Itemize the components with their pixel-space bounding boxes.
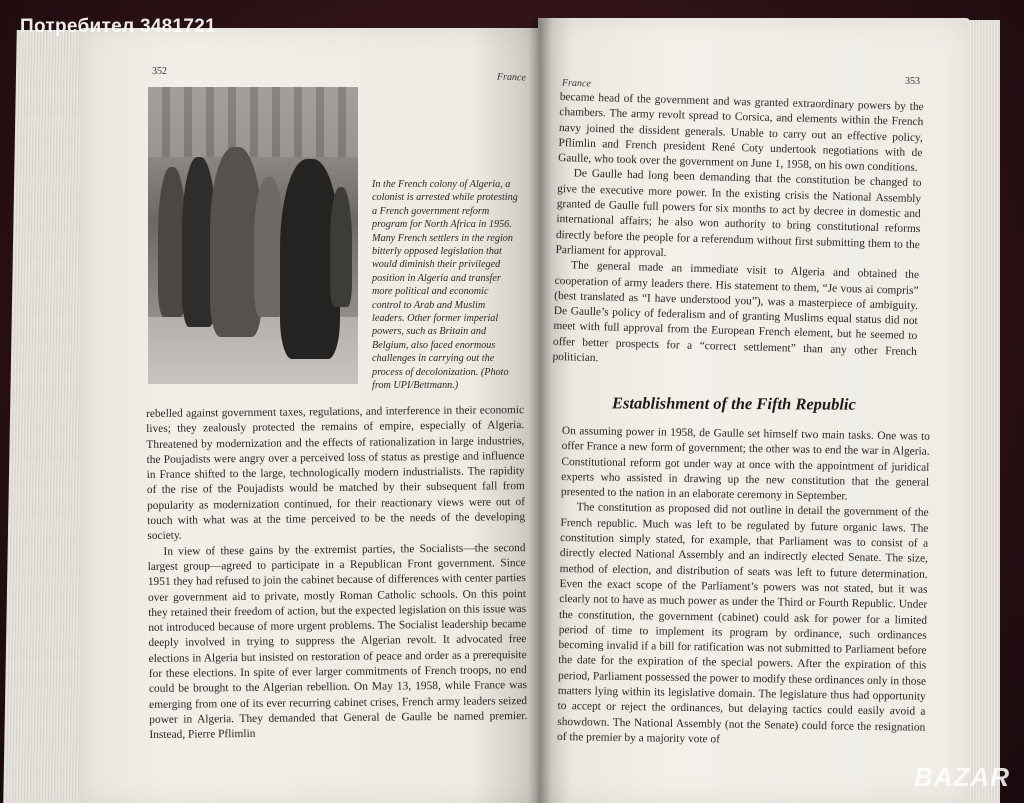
book-gutter — [528, 18, 552, 803]
right-folio: 353 — [905, 76, 920, 87]
right-paragraph-5: The constitution as proposed did not outline in detail the government of the French republic. Much was left to be regulated by future organic laws. The constitution simply stated, for example, that Parliament was to consist of a directly elected National Assembly and an indirectly elected Senate. The size, method of election, and distribution of seats was left to future determination. Even the exact scope of the Parliament’s powers was not stated, but it was clearly not to have as much power as under the Third or Fourth Republic. Under the constitution, the government (cabinet) could ask for power for a limited period of time to implement its program by ordinance, such ordinances becoming invalid if a bill for ratification was not submitted to Parliament before the date for the expiration of the special powers. After the expiration of this period, Parliament possessed the power to modify these ordinances only in those matters lying within its legislative domain. The legislature thus had opportunity to accept or reject the ordinances, but delaying tactics could easily avoid a showdown. The National Assembly (not the Senate) could force the resignation of the premier by a majority vote of — [556, 501, 929, 746]
section-heading: Establishment of the Fifth Republic — [611, 393, 856, 414]
left-folio: 352 — [152, 66, 167, 77]
right-paragraph-3: The general made an immediate visit to Algeria and obtained the cooperation of army leaders there. His statement to them, “Je vous ai compris” (best translated as “I have understood you”), was a masterpiece of ambiguity. De Gaulle’s policy of federalism and of granting Muslims equal status did not meet with full approval from the European French element, but he seemed to offer better prospects for a “correct settlement” than any other French politician. — [552, 259, 920, 365]
protest-photo — [148, 87, 358, 384]
photo-caption: In the French colony of Algeria, a colonist is arrested while protesting a French government reform program for North Africa in 1956. Many French settlers in the region bitterly opposed legislation that would diminish their privileged position in Algeria and transfer more political and economic control to Arab and Muslim leaders. Other former imperial powers, such as Britain and Belgium, also faced enormous challenges in carrying out the process of decolonization. (Photo from UPI/Bettmann.) — [372, 179, 518, 392]
left-paragraph-2: In view of these gains by the extremist parties, the Socialists—the second largest group—agreed to participate in a Republican Front government. Since 1951 they had refused to join the cabinet because of differences with center parties over government aid to private, mostly Roman Catholic schools. On this point they retained their freedom of action, but the expected legislation on this issue was not introduced because of more urgent problems. The Socialist leadership became deeply involved in trying to suppress the Algerian revolt. It advocated free elections in Algeria but insisted on restoration of peace and order as a prerequisite for these elections. In spite of ever larger commitments of French troops, no end could be brought to the Algerian rebellion. On May 13, 1958, while France was emerging from one of its ever recurring cabinet crises, French army leaders seized power in Algeria. They demanded that General de Gaulle be named premier. Instead, Pierre Pflimlin — [147, 541, 528, 742]
left-paragraph-1: rebelled against government taxes, regulations, and interference in their economic lives; they zealously protected the remains of empire, especially of Algeria. Threatened by modernization and the effects of rationalization in large industries, the Poujadists were angry over a perceived loss of status as prestige and influence in France shifted to the large, technologically modern industrialists. The rapidity of the rise of the Poujadists would be matched by their subsequent fall from popularity as modernization continued, for their reactionary views were out of touch with what was at the time perceived to be the needs of the developing society. — [146, 404, 526, 543]
photo-figure — [330, 187, 352, 307]
right-paragraph-4: On assuming power in 1958, de Gaulle set himself two main tasks. One was to offer France a new form of government; the other was to end the war in Algeria. Constitutional reform got under way at once with the appointment of juridical experts who assisted in drawing up the new constitution that the general presented to the nation in an elaborate ceremony in September. — [560, 424, 930, 503]
right-body-text-bottom — [557, 424, 930, 751]
bazar-logo: BAZAR — [914, 762, 1010, 792]
right-paragraph-1: became head of the government and was granted extraordinary powers by the chambers. The army revolt spread to Corsica, and elements within the French navy joined the dissident generals. Unable to carry out an effective policy, Pflimlin and French president René Coty undertook negotiations with de Gaulle, who took over the government on June 1, 1958, on his own conditions. — [557, 90, 924, 175]
right-running-head: France — [561, 77, 592, 90]
user-watermark: Потребител 3481721 — [20, 16, 217, 37]
left-running-head: France — [496, 71, 527, 84]
right-body-text-top — [552, 90, 924, 375]
right-paragraph-2: De Gaulle had long been demanding that the constitution be changed to give the executive more power. In the existing crisis the National Assembly granted de Gaulle full powers for six months to act by decree in domestic and international affairs; he also won authority to bring constitutional reforms directly before the people for a referendum without first submitting them to the Parliament for approval. — [555, 167, 922, 260]
photo-crowd — [154, 147, 354, 367]
left-body-text — [146, 403, 528, 743]
